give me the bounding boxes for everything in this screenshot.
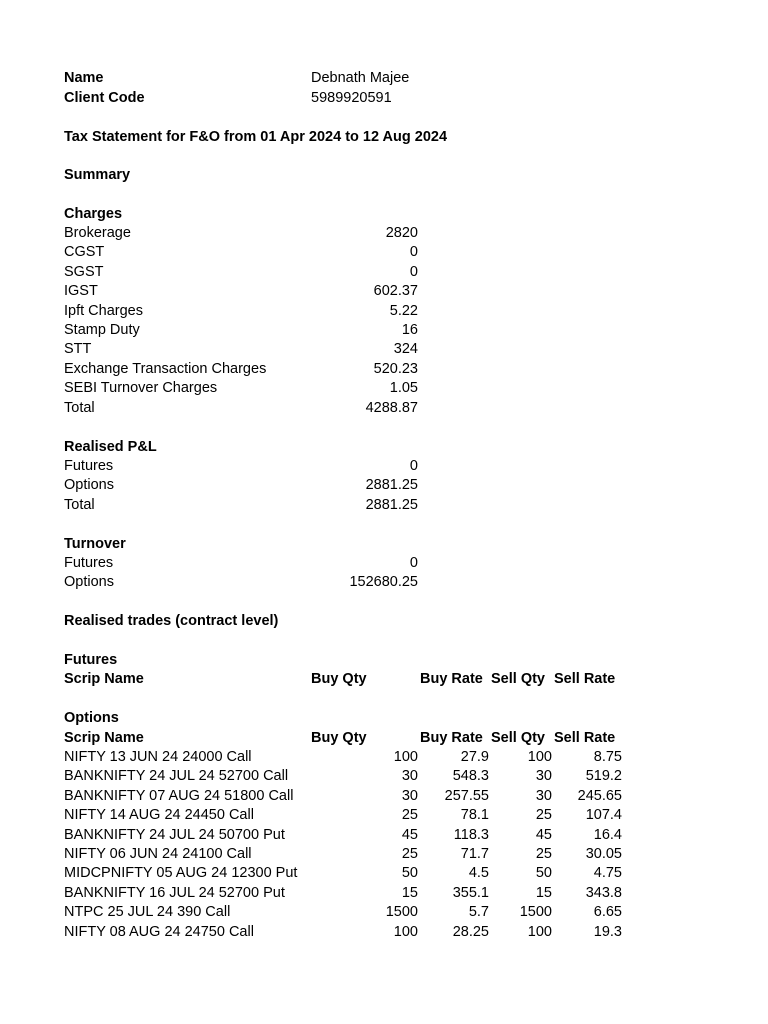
scrip-name-cell: BANKNIFTY 16 JUL 24 52700 Put <box>64 884 285 901</box>
buy-rate-cell: 548.3 <box>452 768 489 785</box>
item-value: 324 <box>393 341 418 358</box>
col-scrip-name: Scrip Name <box>64 730 144 746</box>
item-label: Stamp Duty <box>64 322 140 338</box>
buy-qty-cell: 15 <box>401 884 418 901</box>
item-label: CGST <box>64 244 105 261</box>
sell-qty-cell: 30 <box>535 787 552 804</box>
charges-heading: Charges <box>64 206 123 222</box>
options-heading: Options <box>64 710 119 726</box>
name-label: Name <box>64 70 104 86</box>
sell-qty-cell: 30 <box>535 768 552 785</box>
buy-qty-cell: 1500 <box>385 904 418 921</box>
sell-rate-cell: 519.2 <box>585 768 622 785</box>
sell-qty-cell: 25 <box>535 846 552 862</box>
buy-qty-cell: 30 <box>401 787 418 804</box>
scrip-name-cell: NIFTY 06 JUN 24 24100 Call <box>64 846 252 862</box>
item-label: STT <box>64 341 92 358</box>
col-buy-qty: Buy Qty <box>311 671 367 687</box>
realised-pl-heading: Realised P&L <box>64 439 157 455</box>
summary-heading: Summary <box>64 167 131 183</box>
buy-rate-cell: 28.25 <box>452 923 489 940</box>
buy-rate-cell: 71.7 <box>460 846 489 862</box>
col-sell-qty: Sell Qty <box>491 730 545 746</box>
item-value: 5.22 <box>389 302 418 319</box>
item-label: Exchange Transaction Charges <box>64 360 267 377</box>
item-label: Ipft Charges <box>64 302 143 319</box>
sell-rate-cell: 30.05 <box>585 846 622 862</box>
col-buy-rate: Buy Rate <box>420 730 483 746</box>
col-buy-qty: Buy Qty <box>311 730 367 746</box>
sell-rate-cell: 19.3 <box>593 923 622 940</box>
sell-qty-cell: 50 <box>535 865 552 882</box>
item-value: 0 <box>409 458 418 474</box>
scrip-name-cell: NIFTY 08 AUG 24 24750 Call <box>64 923 254 940</box>
sell-qty-cell: 25 <box>535 807 552 824</box>
turnover-heading: Turnover <box>64 536 126 552</box>
sell-rate-cell: 8.75 <box>593 749 622 765</box>
item-value: 16 <box>401 322 418 338</box>
item-value: 2881.25 <box>365 477 418 494</box>
item-label: Futures <box>64 555 114 571</box>
scrip-name-cell: BANKNIFTY 24 JUL 24 50700 Put <box>64 826 285 843</box>
client-code-value: 5989920591 <box>311 90 392 106</box>
item-label: SGST <box>64 263 104 280</box>
item-value: 520.23 <box>373 360 418 377</box>
buy-qty-cell: 25 <box>401 846 418 862</box>
sell-rate-cell: 245.65 <box>577 787 622 804</box>
item-label: Futures <box>64 458 114 474</box>
buy-rate-cell: 118.3 <box>453 826 489 843</box>
statement-title: Tax Statement for F&O from 01 Apr 2024 to 12 Aug 2024 <box>64 129 448 145</box>
scrip-name-cell: NIFTY 14 AUG 24 24450 Call <box>64 807 254 824</box>
item-label: Options <box>64 574 114 591</box>
item-value: 0 <box>409 555 418 571</box>
buy-qty-cell: 100 <box>393 749 418 765</box>
buy-qty-cell: 25 <box>401 807 418 824</box>
item-value: 2820 <box>385 225 418 241</box>
buy-rate-cell: 355.1 <box>452 884 489 901</box>
sell-qty-cell: 1500 <box>519 904 552 921</box>
sell-rate-cell: 4.75 <box>593 865 622 882</box>
item-label: Brokerage <box>64 225 131 241</box>
sell-rate-cell: 107.4 <box>585 807 622 824</box>
buy-qty-cell: 50 <box>401 865 418 882</box>
buy-qty-cell: 45 <box>401 826 418 843</box>
col-buy-rate: Buy Rate <box>420 671 483 687</box>
item-label: SEBI Turnover Charges <box>64 380 218 397</box>
sell-rate-cell: 343.8 <box>585 884 622 901</box>
sell-qty-cell: 15 <box>535 884 552 901</box>
scrip-name-cell: BANKNIFTY 07 AUG 24 51800 Call <box>64 787 294 804</box>
item-label: IGST <box>64 283 98 300</box>
item-label: Total <box>64 496 95 513</box>
sell-qty-cell: 45 <box>535 826 552 843</box>
item-label: Options <box>64 477 114 494</box>
sell-qty-cell: 100 <box>527 923 552 940</box>
trades-heading: Realised trades (contract level) <box>64 613 279 629</box>
sell-qty-cell: 100 <box>527 749 552 765</box>
item-value: 152680.25 <box>349 574 418 591</box>
buy-rate-cell: 78.1 <box>460 807 489 824</box>
scrip-name-cell: NTPC 25 JUL 24 390 Call <box>64 904 231 921</box>
name-value: Debnath Majee <box>311 70 410 86</box>
item-value: 0 <box>409 244 418 261</box>
col-sell-rate: Sell Rate <box>554 730 616 746</box>
scrip-name-cell: NIFTY 13 JUN 24 24000 Call <box>64 749 252 765</box>
item-value: 4288.87 <box>365 399 418 416</box>
item-value: 1.05 <box>389 380 418 397</box>
item-label: Total <box>64 399 95 416</box>
item-value: 602.37 <box>373 283 418 300</box>
buy-rate-cell: 4.5 <box>468 865 489 882</box>
buy-qty-cell: 30 <box>401 768 418 785</box>
item-value: 0 <box>409 263 418 280</box>
client-code-label: Client Code <box>64 90 145 106</box>
buy-rate-cell: 5.7 <box>468 904 489 921</box>
sell-rate-cell: 6.65 <box>593 904 622 921</box>
sell-rate-cell: 16.4 <box>593 826 622 843</box>
col-scrip-name: Scrip Name <box>64 671 144 687</box>
col-sell-rate: Sell Rate <box>554 671 616 687</box>
scrip-name-cell: BANKNIFTY 24 JUL 24 52700 Call <box>64 768 289 785</box>
buy-rate-cell: 257.55 <box>444 787 489 804</box>
scrip-name-cell: MIDCPNIFTY 05 AUG 24 12300 Put <box>64 865 298 882</box>
futures-heading: Futures <box>64 652 118 668</box>
col-sell-qty: Sell Qty <box>491 671 545 687</box>
item-value: 2881.25 <box>365 496 418 513</box>
buy-rate-cell: 27.9 <box>460 749 489 765</box>
buy-qty-cell: 100 <box>393 923 418 940</box>
